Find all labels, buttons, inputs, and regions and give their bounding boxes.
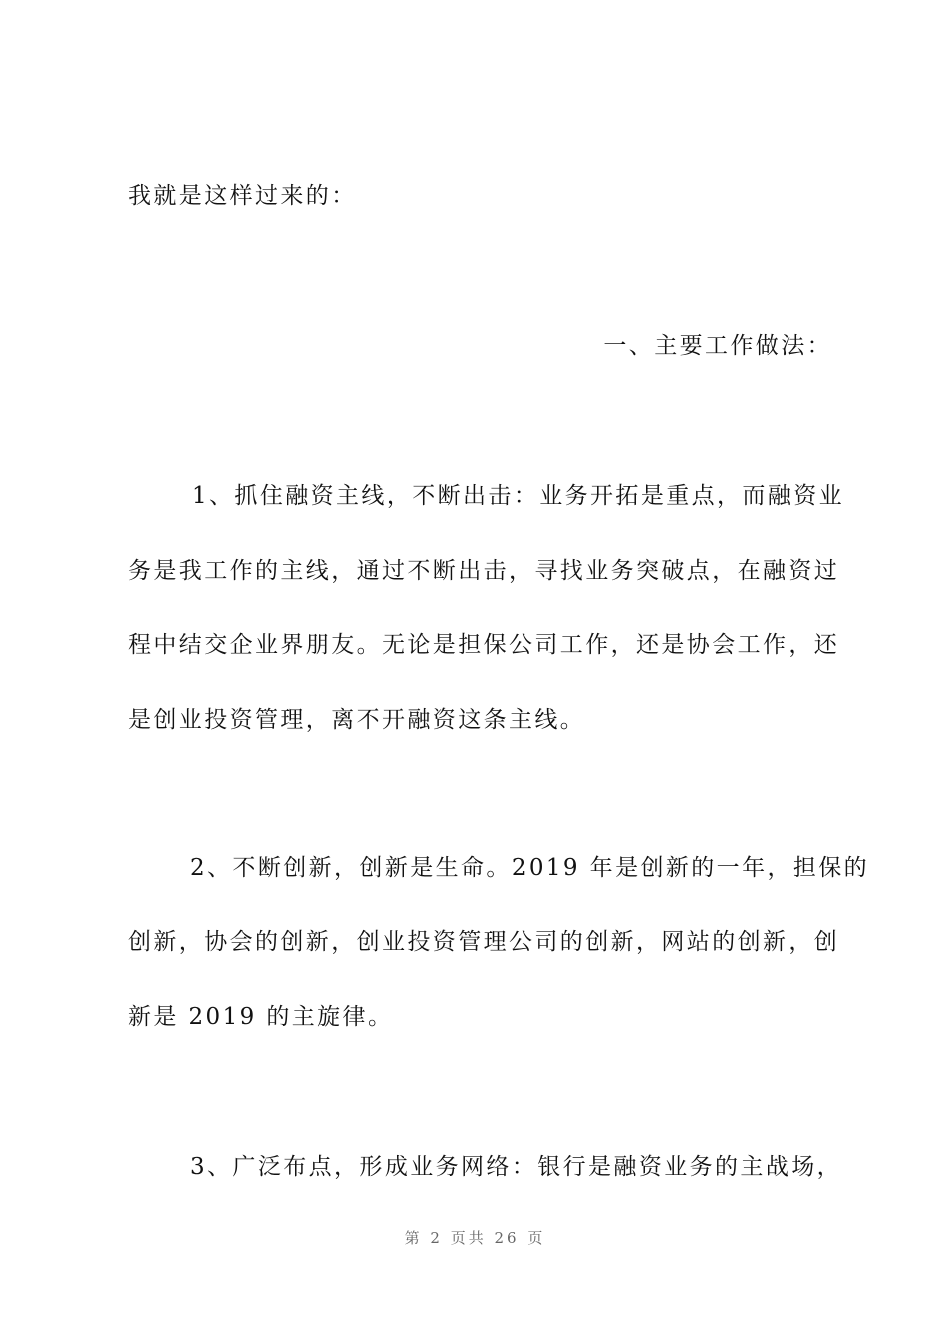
- paragraph-2-line-1: 2、不断创新，创新是生命。2019 年是创新的一年，担保的: [190, 855, 870, 881]
- paragraph-2-line-2: 创新，协会的创新，创业投资管理公司的创新，网站的创新，创: [128, 929, 840, 955]
- intro-line: 我就是这样过来的：: [128, 183, 357, 209]
- paragraph-1-line-3: 程中结交企业界朋友。无论是担保公司工作，还是协会工作，还: [128, 632, 840, 658]
- paragraph-1-line-1: 1、抓住融资主线，不断出击：业务开拓是重点，而融资业: [192, 483, 845, 509]
- page-number-footer: 第 2 页共 26 页: [404, 1229, 546, 1247]
- paragraph-1-line-2: 务是我工作的主线，通过不断出击，寻找业务突破点，在融资过: [128, 558, 840, 584]
- paragraph-1-line-4: 是创业投资管理，离不开融资这条主线。: [128, 707, 586, 733]
- paragraph-3-line-1: 3、广泛布点，形成业务网络：银行是融资业务的主战场，: [190, 1154, 843, 1180]
- section-heading: 一、主要工作做法：: [603, 333, 832, 359]
- paragraph-2-line-3: 新是 2019 的主旋律。: [128, 1004, 394, 1030]
